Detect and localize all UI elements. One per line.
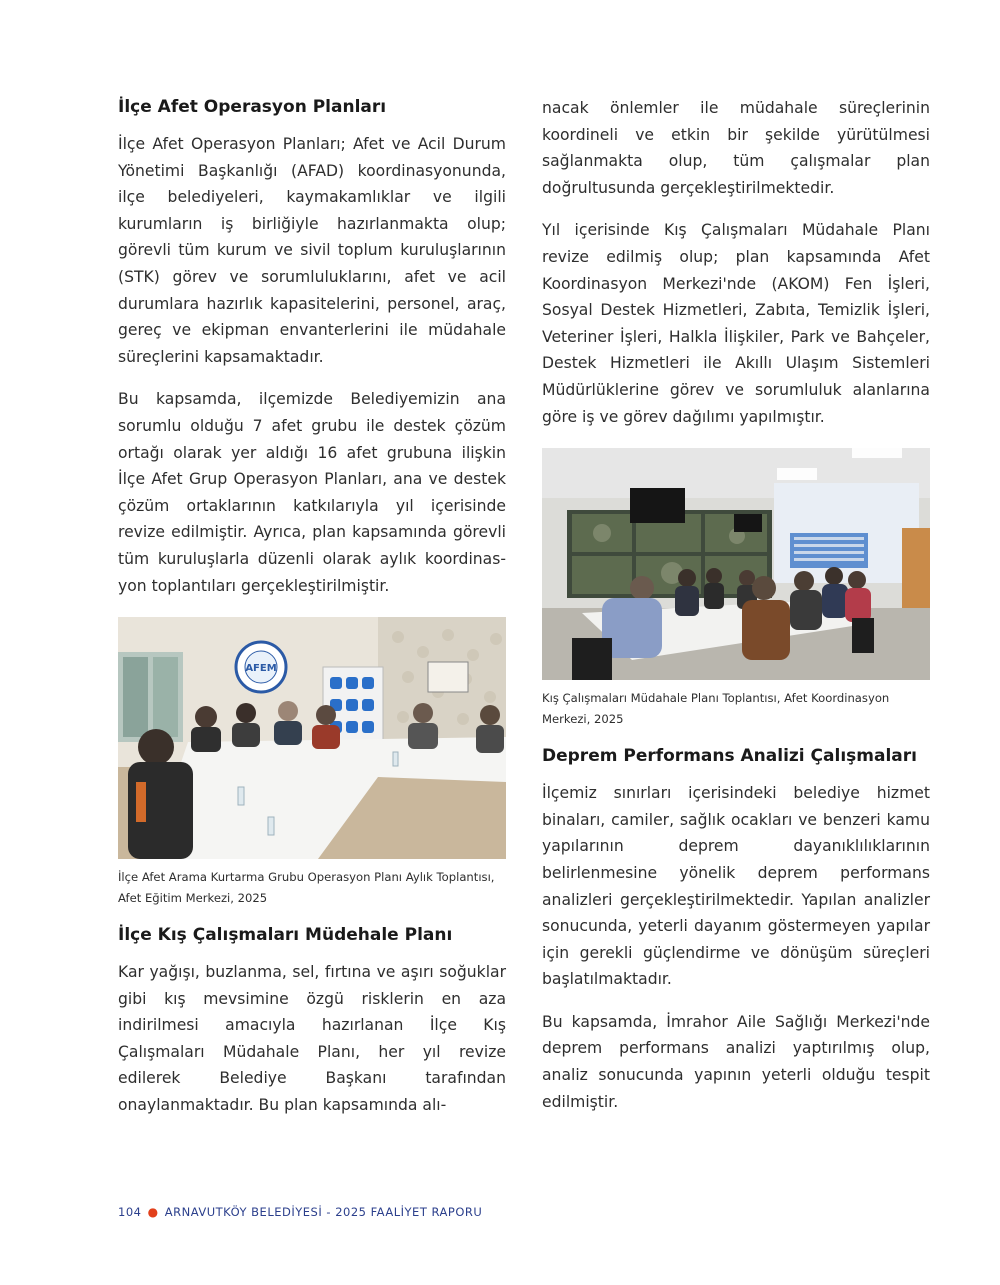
afem-sign-text: AFEM <box>245 663 277 675</box>
page-footer <box>118 1205 482 1219</box>
paragraph: Bu kapsamda, ilçemizde Belediyemizin ana sorumlu olduğu 7 afet grubu ile destek çözüm ortağı olarak yer aldığı 16 afet grubuna ilişkin İlçe Afet Grup Operasyon Planları, ana ve destek çözüm ortaklarının katkılarıyla yıl içerisinde revize edilmiştir. Ayrıca, plan kapsamında görevli tüm kuruluşlarla düzenli olarak aylık koordinasyon toplantıları gerçekleştirilmiştir. <box>118 390 506 595</box>
section-title-kis-calismalari: İlçe Kış Çalışmaları Müdehale Planı <box>118 925 453 946</box>
right-column <box>542 95 930 1131</box>
section-title-deprem-performans: Deprem Performans Analizi Çalışmaları <box>542 746 917 767</box>
footer-separator: - <box>326 1205 332 1219</box>
paragraph: İlçemiz sınırları içerisindeki belediye hizmet binaları, camiler, sağlık ocakları ve benzeri kamu yapılarının deprem dayanıklılıklarının belirlenmesine yönelik deprem performans analizleri gerçekleştirilmektedir. Yapılan analizler sonucunda, yeterli dayanım göstermeyen yapılar için gerekli güçlendirme ve dönüşüm süreçleri başlatılmaktadır. <box>542 784 930 989</box>
meeting-photo-afem <box>118 617 506 859</box>
left-column <box>118 95 506 1135</box>
photo-caption: İlçe Afet Arama Kurtarma Grubu Operasyon Planı Aylık Toplantısı, Afet Eğitim Merkezi, 2025 <box>118 870 495 906</box>
photo-caption: Kış Çalışmaları Müdahale Planı Toplantısı, Afet Koordinasyon Merkezi, 2025 <box>542 691 890 727</box>
paragraph: nacak önlemler ile müdahale süreçlerinin koordineli ve etkin bir şekilde yürütülmesi sağlanmakta olup, tüm çalışmalar plan doğrultusunda gerçekleştirilmektedir. <box>542 99 930 197</box>
meeting-photo-akom <box>542 448 930 680</box>
footer-report: 2025 FAALİYET RAPORU <box>335 1205 483 1219</box>
paragraph: Bu kapsamda, İmrahor Aile Sağlığı Merkezi'nde deprem performans analizi yaptırılmış olup, analiz sonucunda yapının yeterli olduğu tespit edilmiştir. <box>542 1012 930 1111</box>
paragraph: Yıl içerisinde Kış Çalışmaları Müdahale Planı revize edilmiş olup; plan kapsamında Afet Koordinasyon Merkezi'nde (AKOM) Fen İşleri, Sosyal Destek Hizmetleri, Zabıta, Temizlik İşleri, Veteriner İşleri, Halkla İlişkiler, Park ve Bahçeler, Destek Hizmetleri ile Akıllı Ulaşım Sistemleri Müdürlüklerine görev ve sorumluluk alanlarına göre iş ve görev dağılımı yapılmıştır. <box>542 221 930 426</box>
paragraph: İlçe Afet Operasyon Planları; Afet ve Acil Durum Yönetimi Başkanlığı (AFAD) koordinasyonunda, ilçe belediyeleri, kaymakamlıklar ve ilgili kurumların iş birliğiyle hazırlanmakta olup; görevli tüm kurum ve sivil toplum kuruluşlarının (STK) görev ve sorumluluklarını, afet ve acil durumlara hazırlık kapasitelerini, personel, araç, gereç ve ekipman envanterlerini ile müdahale süreçlerini kapsamaktadır. <box>118 135 506 366</box>
page-number: 104 <box>118 1205 142 1219</box>
footer-org: ARNAVUTKÖY BELEDİYESİ <box>164 1205 323 1219</box>
bullet-dot-icon: ● <box>147 1205 159 1219</box>
paragraph: Kar yağışı, buzlanma, sel, fırtına ve aşırı soğuklar gibi kış mevsimine özgü risklerin en aza indirilmesi amacıyla hazırlanan İlçe Kış Çalışmaları Müdahale Planı, her yıl revize edilerek Belediye Başkanı tarafından onaylanmaktadır. Bu plan kapsamında alı- <box>118 963 506 1115</box>
section-title-afet-operasyon: İlçe Afet Operasyon Planları <box>118 97 387 117</box>
